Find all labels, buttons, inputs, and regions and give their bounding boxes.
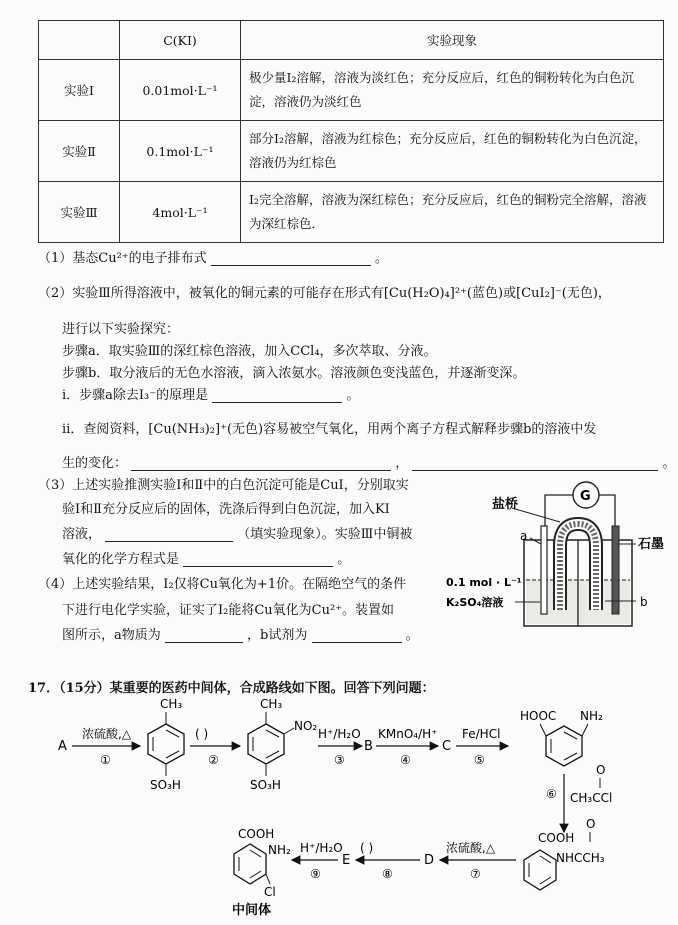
table-row [39, 121, 664, 182]
question-4-text: ，b试剂为 [247, 628, 308, 643]
row-phenomenon: I₂完全溶解，溶液为深红棕色；充分反应后，红色的铜粉完全溶解，溶液为深红棕色． [241, 182, 664, 243]
electrode-a-label: a [520, 529, 528, 543]
electrochemical-apparatus [440, 478, 672, 638]
answer-blank[interactable] [212, 388, 342, 403]
acetyl-chloride: CH₃CCl [570, 791, 613, 805]
answer-blank[interactable] [131, 456, 391, 471]
row-label: 实验Ⅱ [39, 121, 120, 182]
question-3-line [62, 523, 412, 542]
complex-species: [CuI₂]⁻ [516, 286, 562, 301]
step-5-number: ⑤ [474, 753, 485, 767]
graphite-label: 石墨 [638, 537, 665, 552]
question-2-text: （2）实验Ⅲ所得溶液中，被氧化的铜元素的可能存在形式有 [38, 286, 384, 301]
step-3-number: ③ [334, 753, 345, 767]
step-1-number: ① [100, 753, 111, 767]
row-label: 实验Ⅰ [39, 60, 120, 121]
reagent-b-label: b [640, 595, 648, 609]
reagent-4: KMnO₄/H⁺ [378, 727, 438, 741]
sub-question-ii [62, 418, 596, 437]
question-2-explore: 进行以下实验探究： [62, 322, 180, 337]
answer-blank[interactable] [412, 456, 658, 471]
step-2-number: ② [208, 753, 219, 767]
sub-question-ii-text: ⅱ．查阅资料， [62, 422, 149, 437]
answer-blank[interactable] [312, 628, 402, 643]
acetamido-group: NHCCH₃ [556, 851, 605, 865]
carboxyl-group: COOH [238, 827, 275, 841]
question-4-text: 图所示，a物质为 [62, 628, 161, 643]
row-label: 实验Ⅲ [39, 182, 120, 243]
table-header: C(KI) [120, 21, 241, 60]
table-header: 实验现象 [241, 21, 664, 60]
sub-question-ii-text: 生的变化： [62, 456, 128, 471]
table-header-row [39, 21, 664, 60]
answer-blank[interactable] [211, 251, 371, 266]
compound-E: E [342, 853, 351, 868]
salt-bridge-label: 盐桥 [492, 497, 519, 512]
species-color: (蓝色)或 [466, 286, 517, 301]
question-3-text: 溶液， [62, 527, 102, 542]
step-a: 步骤a．取实验Ⅲ的深红棕色溶液，加入CCl₄，多次萃取、分液。 [62, 344, 437, 359]
sub-question-i-end: 。 [346, 388, 360, 403]
question-4-line: （4）上述实验结果，I₂仅将Cu氧化为+1价。在隔绝空气的条件 [38, 577, 407, 592]
answer-blank[interactable] [165, 628, 243, 643]
compound-C: C [442, 739, 452, 754]
reagent-7: 浓硫酸,△ [446, 841, 496, 855]
electrode-a [541, 526, 547, 614]
compound-B: B [364, 739, 373, 754]
answer-blank[interactable] [105, 527, 233, 542]
question-4-line: 下进行电化学实验，证实了I₂能将Cu氧化为Cu²⁺。装置如 [62, 603, 395, 618]
table-row [39, 182, 664, 243]
reagent-1: 浓硫酸,△ [82, 727, 132, 741]
carbonyl-oxygen: O [596, 763, 606, 777]
step-4-number: ④ [400, 753, 411, 767]
row-concentration: 4mol·L⁻¹ [120, 182, 241, 243]
experiment-table [38, 20, 664, 243]
amino-group: NH₂ [580, 709, 603, 723]
methyl-group: CH₃ [260, 697, 283, 711]
species-color: (无色)， [561, 286, 611, 301]
row-concentration: 0.1mol·L⁻¹ [120, 121, 241, 182]
question-3-line [62, 548, 350, 567]
sulfonic-acid-group: SO₃H [150, 778, 181, 792]
solution-name: K₂SO₄溶液 [446, 596, 504, 609]
carbonyl-oxygen: O [586, 817, 596, 831]
step-8-number: ⑧ [382, 867, 393, 881]
reagent-3: H⁺/H₂O [318, 727, 361, 741]
question-2-end: 。 [662, 456, 676, 471]
step-6-number: ⑥ [546, 787, 557, 801]
reagent-8-blank: ( ) [360, 841, 374, 855]
intermediate-label: 中间体 [232, 903, 272, 918]
reagent-9: H⁺/H₂O [300, 841, 343, 855]
question-1-end: 。 [374, 251, 388, 266]
carboxyl-group: HOOC [520, 709, 557, 723]
separator: ， [395, 456, 409, 471]
table-header [39, 21, 120, 60]
question-4-line [62, 624, 419, 643]
answer-blank[interactable] [183, 552, 333, 567]
table-row [39, 60, 664, 121]
question-3-line: 验Ⅰ和Ⅱ充分反应后的固体，洗涤后得到白色沉淀，加入KI [62, 502, 390, 517]
complex-species: [Cu(H₂O)₄]²⁺ [383, 286, 467, 301]
chloro-group: Cl [264, 885, 276, 899]
row-phenomenon: 部分I₂溶解，溶液为红棕色；充分反应后，红色的铜粉转化为白色沉淀，溶液仍为红棕色 [241, 121, 664, 182]
question-3-text: 氧化的化学方程式是 [62, 552, 180, 567]
question-1-text: （1）基态Cu²⁺的电子排布式 [38, 251, 207, 266]
sub-question-ii-text: (无色)容易被空气氧化，用两个离子方程式解释步骤b的溶液中发 [226, 422, 597, 437]
row-phenomenon: 极少量I₂溶解，溶液为淡红色；充分反应后，红色的铜粉转化为白色沉淀，溶液仍为淡红色 [241, 60, 664, 121]
sub-question-i [62, 384, 359, 403]
compound-D: D [424, 853, 435, 868]
reagent-5: Fe/HCl [462, 727, 501, 741]
nitro-group: NO₂ [294, 719, 318, 733]
row-concentration: 0.01mol·L⁻¹ [120, 60, 241, 121]
step-7-number: ⑦ [470, 867, 481, 881]
sulfonic-acid-group: SO₃H [250, 778, 281, 792]
question-3-line: （3）上述实验推测实验Ⅰ和Ⅱ中的白色沉淀可能是CuI，分别取实 [38, 478, 409, 493]
question-2-intro [38, 282, 611, 301]
step-9-number: ⑨ [310, 867, 321, 881]
question-4-end: 。 [405, 628, 419, 643]
methyl-group: CH₃ [160, 697, 183, 711]
complex-species: [Cu(NH₃)₂]⁺ [148, 422, 227, 437]
sub-question-i-text: ⅰ．步骤a除去I₃⁻的原理是 [62, 388, 209, 403]
question-3-end: 。 [337, 552, 351, 567]
question-17-title: 17．（15分）某重要的医药中间体，合成路线如下图。回答下列问题： [28, 681, 435, 696]
reagent-2-blank: ( ) [195, 727, 209, 741]
question-3-text: （填实验现象）。实验Ⅲ中铜被 [237, 527, 413, 542]
amino-group: NH₂ [268, 843, 291, 857]
compound-A: A [58, 739, 67, 754]
sub-question-ii-answer [62, 452, 676, 471]
synthesis-route [0, 690, 678, 925]
question-1 [38, 247, 388, 266]
carboxyl-group: COOH [538, 831, 575, 845]
solution-concentration: 0.1 mol · L⁻¹ [446, 576, 522, 589]
galvanometer-label: G [580, 489, 591, 504]
step-b: 步骤b．取分液后的无色水溶液，滴入浓氨水。溶液颜色变浅蓝色，并逐渐变深。 [62, 366, 526, 381]
